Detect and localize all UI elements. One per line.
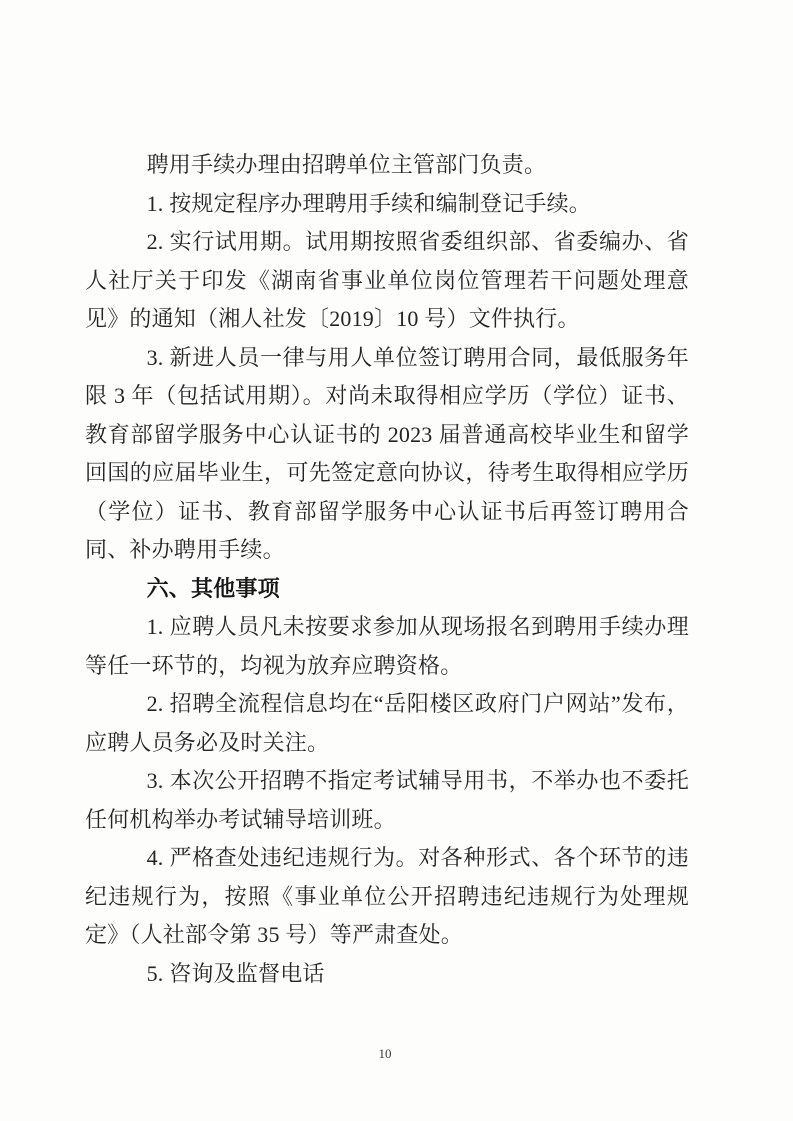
document-body <box>85 146 689 993</box>
heading-section-six-other-matters: 六、其他事项 <box>146 575 280 601</box>
para-item-3-contract: 3. 新进人员一律与用人单位签订聘用合同，最低服务年限 3 年（包括试用期）。对尚未取得相应学历（学位）证书、教育部留学服务中心认证书的 2023 届普通高校毕业生和留学回国的应届毕业生，可先签定意向协议，待考生取得相应学历（学位）证书、教育部留学服务中心认证书后再签订聘用合同、补办聘用手续。 <box>85 344 689 562</box>
para-item-3-no-exam-training: 3. 本次公开招聘不指定考试辅导用书，不举办也不委托任何机构举办考试辅导培训班。 <box>85 768 689 832</box>
para-item-5-contact-phone: 5. 咨询及监督电话 <box>146 960 325 986</box>
page-number: 10 <box>378 1046 392 1061</box>
para-item-1-procedures: 1. 按规定程序办理聘用手续和编制登记手续。 <box>146 190 591 216</box>
para-item-4-violations-handling: 4. 严格查处违纪违规行为。对各种形式、各个环节的违纪违规行为，按照《事业单位公开招聘违纪违规行为处理规定》（人社部令第 35 号）等严肃查处。 <box>85 845 689 947</box>
para-item-2-probation: 2. 实行试用期。试用期按照省委组织部、省委编办、省人社厅关于印发《湖南省事业单位岗位管理若干问题处理意见》的通知（湘人社发〔2019〕10 号）文件执行。 <box>85 229 689 331</box>
para-hiring-responsibility: 聘用手续办理由招聘单位主管部门负责。 <box>146 152 547 177</box>
para-item-2-website-announcements: 2. 招聘全流程信息均在“岳阳楼区政府门户网站”发布，应聘人员务必及时关注。 <box>85 691 689 755</box>
para-item-1-forfeit-qualification: 1. 应聘人员凡未按要求参加从现场报名到聘用手续办理等任一环节的，均视为放弃应聘资格。 <box>85 614 689 678</box>
